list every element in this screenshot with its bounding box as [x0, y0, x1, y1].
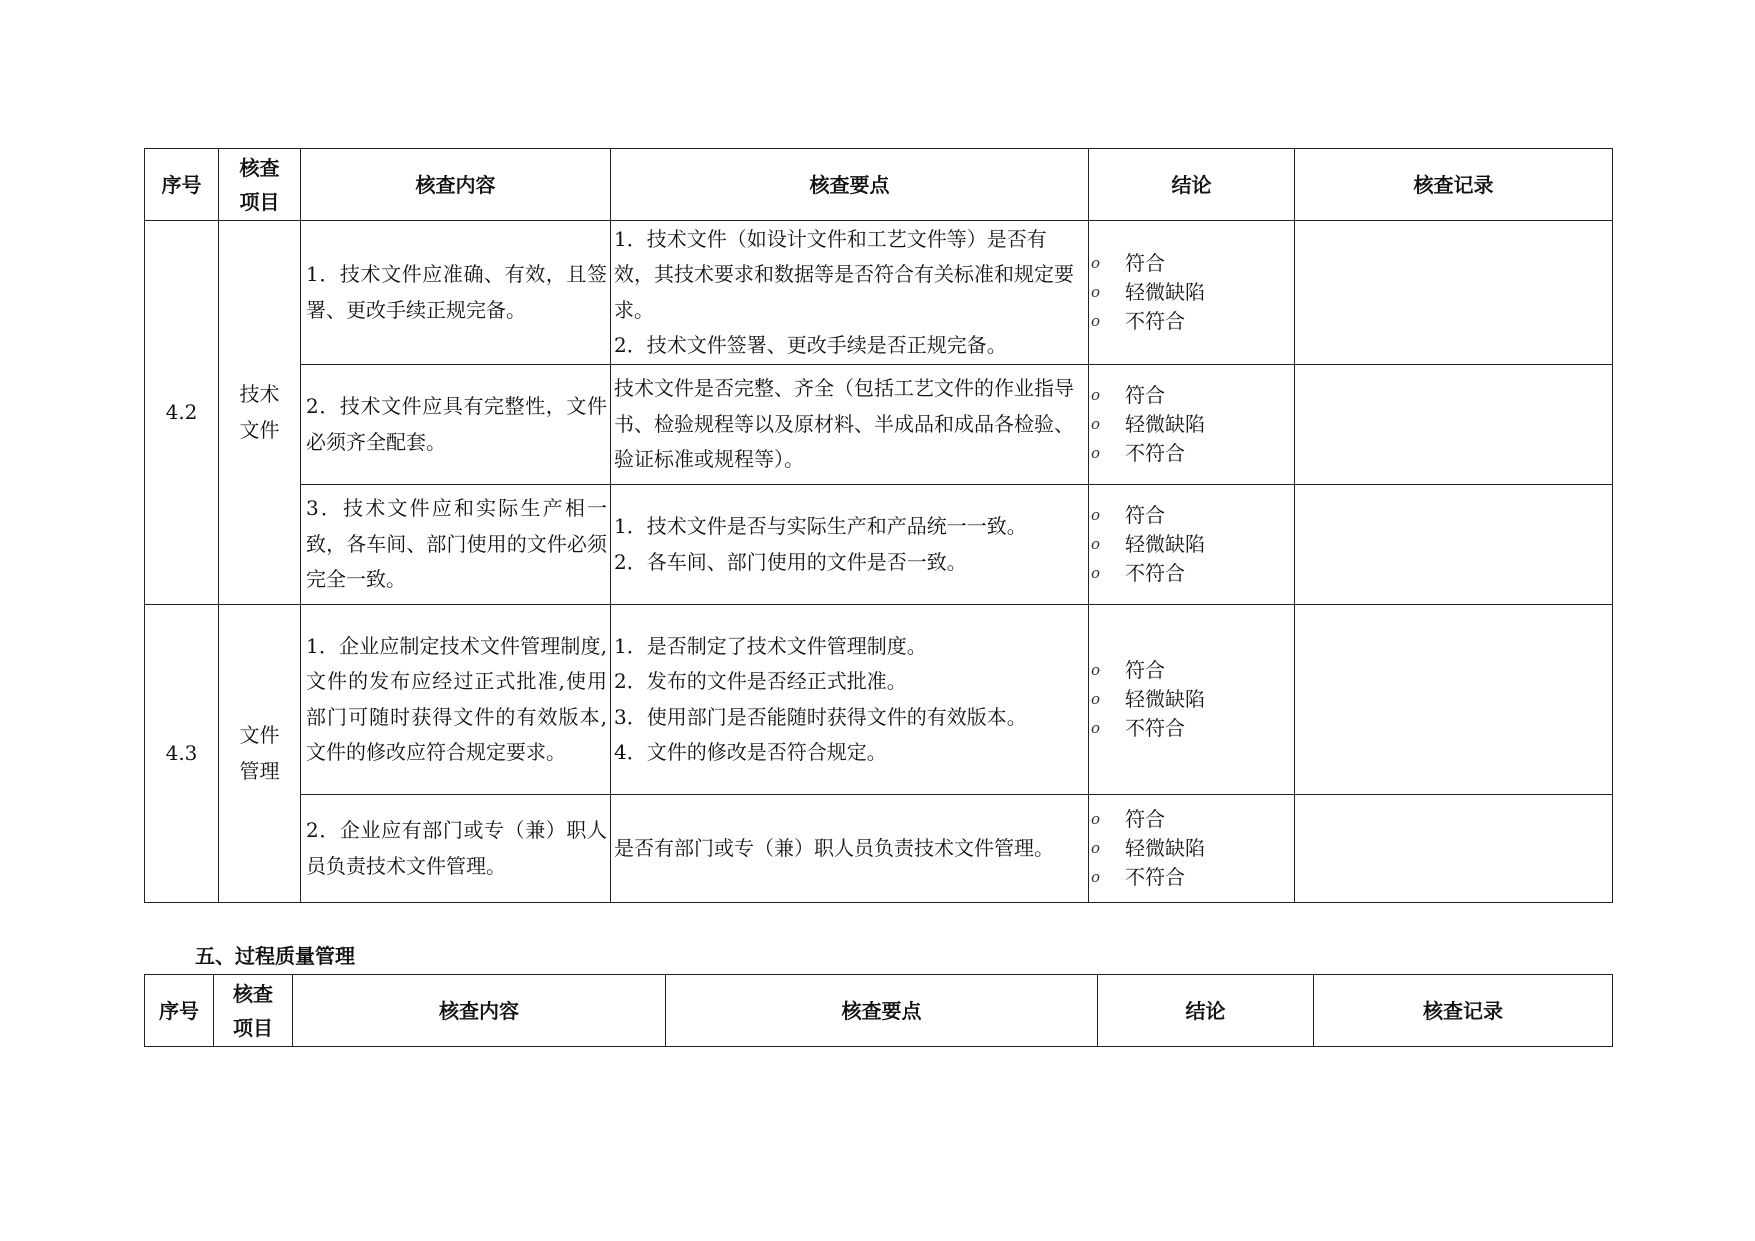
conclusion-option[interactable]: [1091, 863, 1292, 892]
check-points: [611, 605, 1089, 795]
table-header-row: [145, 975, 1613, 1047]
radio-circle-icon[interactable]: o: [1091, 312, 1101, 330]
header-points: 核查要点: [666, 975, 1098, 1047]
header-seq: 序号: [145, 149, 219, 221]
row-check-item: [219, 221, 301, 605]
conclusion-option-label: 符合: [1125, 807, 1165, 831]
conclusion-option[interactable]: [1091, 278, 1292, 307]
header-conclusion: 结论: [1089, 149, 1295, 221]
radio-circle-icon[interactable]: o: [1091, 386, 1101, 404]
table-row: [145, 795, 1613, 903]
header-content: 核查内容: [293, 975, 666, 1047]
conclusion-option-label: 不符合: [1125, 309, 1185, 333]
check-point-item: 技术文件是否完整、齐全（包括工艺文件的作业指导书、检验规程等以及原材料、半成品和成品各检验、验证标准或规程等）。: [614, 376, 1074, 472]
radio-circle-icon[interactable]: o: [1091, 506, 1101, 524]
check-point-item: 2．技术文件签署、更改手续是否正规完备。: [614, 333, 1007, 357]
radio-circle-icon[interactable]: o: [1091, 719, 1101, 737]
check-record-cell[interactable]: [1295, 221, 1613, 365]
header-record: 核查记录: [1295, 149, 1613, 221]
header-item: [214, 975, 293, 1047]
check-content: 1．技术文件应准确、有效，且签署、更改手续正规完备。: [301, 221, 611, 365]
conclusion-option[interactable]: [1091, 501, 1292, 530]
conclusion-option[interactable]: [1091, 685, 1292, 714]
conclusion-option[interactable]: [1091, 805, 1292, 834]
header-points: 核查要点: [611, 149, 1089, 221]
conclusion-option-label: 轻微缺陷: [1125, 836, 1205, 860]
check-point-item: 3．使用部门是否能随时获得文件的有效版本。: [614, 704, 1027, 729]
conclusion-option-label: 不符合: [1125, 561, 1185, 585]
check-point-item: 2．各车间、部门使用的文件是否一致。: [614, 549, 967, 574]
table-header-row: [145, 149, 1613, 221]
conclusion-option-label: 轻微缺陷: [1125, 532, 1205, 556]
check-content: 2．技术文件应具有完整性，文件必须齐全配套。: [301, 365, 611, 485]
conclusion-options: [1089, 485, 1295, 605]
check-points: [611, 485, 1089, 605]
check-points: [611, 365, 1089, 485]
inspection-table-section4: [144, 148, 1613, 903]
check-content: 3．技术文件应和实际生产相一致，各车间、部门使用的文件必须完全一致。: [301, 485, 611, 605]
conclusion-option-label: 不符合: [1125, 865, 1185, 889]
conclusion-option[interactable]: [1091, 559, 1292, 588]
header-item: [219, 149, 301, 221]
header-content: 核查内容: [301, 149, 611, 221]
radio-circle-icon[interactable]: o: [1091, 254, 1101, 272]
check-content: 1．企业应制定技术文件管理制度,文件的发布应经过正式批准,使用部门可随时获得文件的有效版本,文件的修改应符合规定要求。: [301, 605, 611, 795]
conclusion-options: [1089, 365, 1295, 485]
check-item-line: 文件: [239, 723, 280, 747]
header-seq: 序号: [145, 975, 214, 1047]
row-check-item: [219, 605, 301, 903]
inspection-table-section5: [144, 974, 1613, 1047]
radio-circle-icon[interactable]: o: [1091, 444, 1101, 462]
check-point-item: 4．文件的修改是否符合规定。: [614, 740, 887, 764]
check-item-line: 文件: [239, 417, 280, 442]
conclusion-option-label: 轻微缺陷: [1125, 687, 1205, 711]
conclusion-option-label: 轻微缺陷: [1125, 280, 1205, 304]
conclusion-option[interactable]: [1091, 714, 1292, 743]
row-seq-number: 4.3: [145, 605, 219, 903]
header-conclusion: 结论: [1098, 975, 1314, 1047]
conclusion-option[interactable]: [1091, 530, 1292, 559]
conclusion-options: [1089, 221, 1295, 365]
conclusion-option[interactable]: [1091, 249, 1292, 278]
conclusion-option[interactable]: [1091, 439, 1292, 468]
conclusion-option[interactable]: [1091, 381, 1292, 410]
conclusion-options: [1089, 605, 1295, 795]
check-record-cell[interactable]: [1295, 365, 1613, 485]
check-point-item: 1．技术文件（如设计文件和工艺文件等）是否有效，其技术要求和数据等是否符合有关标准和规定要求。: [614, 226, 1074, 322]
conclusion-option-label: 符合: [1125, 658, 1165, 682]
header-item-line-1: 核查: [233, 981, 273, 1006]
table-row: [145, 485, 1613, 605]
header-item-line-2: 项目: [233, 1015, 273, 1040]
section-title: 五、过程质量管理: [195, 944, 355, 968]
table-row: [145, 365, 1613, 485]
conclusion-option-label: 不符合: [1125, 441, 1185, 465]
conclusion-option-label: 符合: [1125, 503, 1165, 527]
radio-circle-icon[interactable]: o: [1091, 839, 1101, 857]
table-row: [145, 605, 1613, 795]
radio-circle-icon[interactable]: o: [1091, 810, 1101, 828]
radio-circle-icon[interactable]: o: [1091, 564, 1101, 582]
header-item-line-2: 项目: [239, 189, 280, 214]
row-seq-number: 4.2: [145, 221, 219, 605]
radio-circle-icon[interactable]: o: [1091, 415, 1101, 433]
check-item-line: 技术: [239, 382, 280, 406]
check-point-item: 1．是否制定了技术文件管理制度。: [614, 633, 927, 658]
conclusion-option-label: 符合: [1125, 251, 1165, 275]
check-record-cell[interactable]: [1295, 795, 1613, 903]
conclusion-option[interactable]: [1091, 410, 1292, 439]
conclusion-option[interactable]: [1091, 307, 1292, 336]
check-points: [611, 795, 1089, 903]
header-item-line-1: 核查: [239, 155, 280, 180]
check-content: 2．企业应有部门或专（兼）职人员负责技术文件管理。: [301, 795, 611, 903]
check-point-item: 2．发布的文件是否经正式批准。: [614, 669, 907, 693]
conclusion-option[interactable]: [1091, 834, 1292, 863]
conclusion-option-label: 符合: [1125, 383, 1165, 407]
radio-circle-icon[interactable]: o: [1091, 535, 1101, 553]
header-record: 核查记录: [1314, 975, 1613, 1047]
conclusion-options: [1089, 795, 1295, 903]
radio-circle-icon[interactable]: o: [1091, 868, 1101, 886]
radio-circle-icon[interactable]: o: [1091, 690, 1101, 708]
check-item-line: 管理: [239, 758, 280, 783]
check-point-item: 1．技术文件是否与实际生产和产品统一一致。: [614, 514, 1027, 538]
table-row: [145, 221, 1613, 365]
conclusion-option-label: 不符合: [1125, 716, 1185, 740]
conclusion-option[interactable]: [1091, 656, 1292, 685]
conclusion-option-label: 轻微缺陷: [1125, 412, 1205, 436]
check-record-cell[interactable]: [1295, 485, 1613, 605]
radio-circle-icon[interactable]: o: [1091, 661, 1101, 679]
check-points: [611, 221, 1089, 365]
radio-circle-icon[interactable]: o: [1091, 283, 1101, 301]
check-record-cell[interactable]: [1295, 605, 1613, 795]
check-point-item: 是否有部门或专（兼）职人员负责技术文件管理。: [614, 835, 1054, 860]
